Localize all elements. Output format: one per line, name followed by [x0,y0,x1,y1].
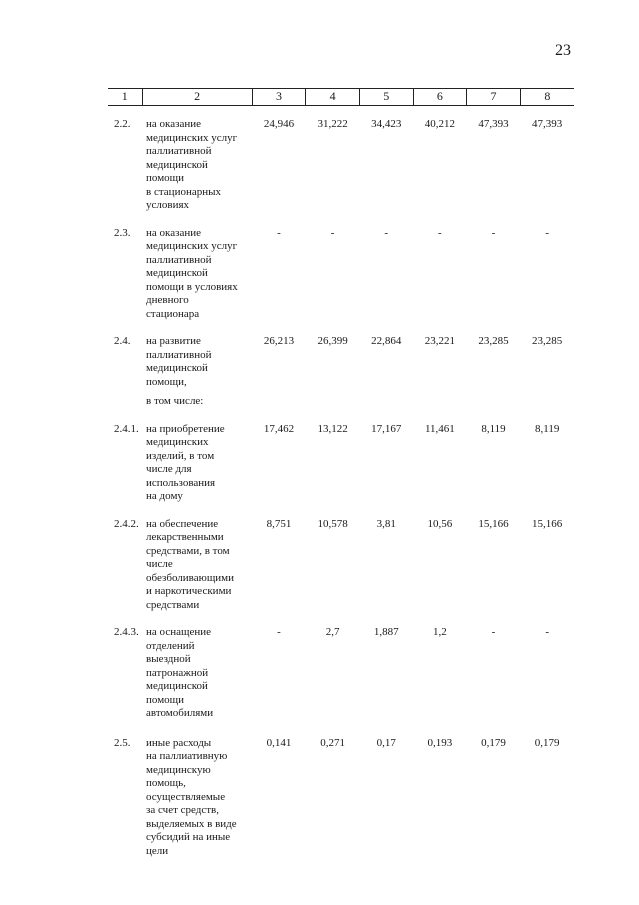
row-label-line: изделий, в том [146,449,215,462]
value-cell [359,389,413,409]
table-row [108,389,574,409]
value-cell: - [491,226,496,239]
page-number: 23 [555,42,571,59]
value-cell: 8,751 [266,517,292,530]
row-label-line: дневного [146,294,189,306]
value-cell: - [491,626,496,638]
value-cell: - [545,226,549,239]
row-label-line: медицинских услуг [146,240,238,252]
value-cell: - [277,226,281,239]
row-code: 2.5. [114,736,131,749]
table-row [108,213,574,322]
row-label-line: средствами [146,598,200,611]
value-cell [252,389,306,409]
value-cell: - [330,226,335,239]
value-cell: 10,56 [427,517,453,530]
value-cell: 0,271 [320,736,345,749]
row-label-line: числе [146,558,173,570]
column-header: 2 [142,89,252,106]
value-cell: 23,285 [478,335,509,347]
table-row [108,409,574,504]
row-label-line: в стационарных [146,185,222,198]
value-cell [413,389,467,409]
row-label-line: отделений [146,639,195,652]
row-code [108,389,142,409]
value-cell: 0,141 [266,736,292,749]
row-label [142,721,252,859]
row-label-line: стационара [146,307,200,320]
table-row [108,612,574,721]
value-cell: 13,122 [317,422,348,435]
row-code: 2.4. [114,335,131,347]
row-label-line: на приобретение [146,422,225,435]
row-label [142,321,252,389]
row-label-line: условиях [146,199,190,211]
row-label-line: на развитие [146,335,201,347]
value-cell: - [545,626,549,638]
table-row [108,721,574,859]
row-label-line: на дому [146,490,183,502]
value-cell: 22,864 [371,335,402,347]
row-label-line: паллиативной [146,348,212,361]
row-label [142,389,252,409]
value-cell: - [384,226,389,239]
value-cell: 47,393 [478,118,509,130]
value-cell: 31,222 [317,118,348,130]
row-label-line: осуществляемые [146,790,226,803]
value-cell: 11,461 [424,422,455,435]
row-label-line: медицинскую [146,763,211,776]
row-label-line: на оказание [146,118,201,130]
column-header: 6 [413,89,467,106]
column-header: 5 [359,89,413,106]
row-label-line: обезболивающими [146,571,235,584]
row-label-line: выделяемых в виде [146,817,237,830]
value-cell: 0,179 [534,736,560,749]
value-cell [306,389,360,409]
row-code: 2.4.2. [114,517,139,530]
value-cell: 26,399 [317,335,348,347]
row-label [142,612,252,721]
table-header-row [108,89,574,106]
value-cell: 10,578 [317,517,348,530]
value-cell: - [277,626,281,638]
row-label-line: помощи [146,693,185,706]
row-label-line: паллиативной [146,145,212,157]
value-cell: 0,193 [427,736,453,749]
row-label-line: выездной [146,653,191,665]
row-code: 2.4.3. [114,626,139,638]
row-label-line: на оснащение [146,626,211,638]
row-code: 2.2. [114,118,131,130]
row-label-line: иные расходы [146,736,212,749]
value-cell: 8,119 [481,422,506,435]
row-label [142,409,252,504]
value-cell: 23,221 [424,335,455,347]
value-cell: 26,213 [263,335,295,347]
row-label-line: помощи [146,172,185,184]
value-cell: - [438,226,442,239]
column-header: 8 [520,89,574,106]
row-label-line: медицинских [146,436,209,448]
row-label-line: медицинских услуг [146,131,238,144]
row-label-line: медицинской [146,362,208,374]
value-cell: 34,423 [371,118,402,130]
row-label-line: на оказание [146,226,201,239]
row-label-line: помощи в условиях [146,280,238,293]
row-code: 2.3. [114,226,131,239]
row-label-line: использования [146,476,216,489]
value-cell: 40,212 [424,118,455,130]
row-label-line: числе для [146,463,192,475]
row-label-line: патронажной [146,666,209,679]
value-cell: 1,887 [373,626,399,638]
row-label-line: в том числе: [146,395,204,407]
value-cell: 1,2 [432,626,447,638]
value-cell: 2,7 [325,626,340,638]
column-header: 7 [467,89,521,106]
row-label-line: цели [146,844,169,857]
row-label-line: паллиативной [146,253,212,266]
value-cell: 17,462 [263,422,295,435]
row-label-line: лекарственными [146,531,224,543]
column-header: 4 [306,89,360,106]
table-row [108,106,574,213]
row-label [142,504,252,613]
row-label-line: помощи, [146,375,187,388]
value-cell: 17,167 [371,422,402,435]
budget-table [108,88,574,858]
row-label-line: за счет средств, [146,804,219,816]
value-cell [467,389,521,409]
row-label-line: помощь, [146,777,186,789]
column-header: 1 [108,89,142,106]
table-row [108,504,574,613]
row-label-line: и наркотическими [146,585,232,597]
row-label-line: медицинской [146,158,208,171]
row-label-line: субсидий на иные [146,831,231,843]
value-cell: 8,119 [534,422,560,435]
row-label-line: автомобилями [146,707,214,719]
table-row [108,321,574,389]
column-header: 3 [252,89,306,106]
row-label-line: средствами, в том [146,544,230,557]
value-cell: 3,81 [376,517,396,530]
value-cell: 0,17 [376,736,396,749]
row-label-line: на паллиативную [146,750,228,762]
value-cell: 47,393 [532,118,563,130]
row-label-line: медицинской [146,680,208,692]
row-label [142,106,252,213]
value-cell: 15,166 [532,517,563,530]
value-cell: 23,285 [532,335,563,347]
row-label-line: медицинской [146,267,208,279]
row-label-line: на обеспечение [146,517,219,530]
value-cell: 0,179 [481,736,506,749]
value-cell [520,389,574,409]
row-code: 2.4.1. [114,422,139,435]
row-label [142,213,252,322]
value-cell: 15,166 [478,517,509,530]
value-cell: 24,946 [263,118,295,130]
